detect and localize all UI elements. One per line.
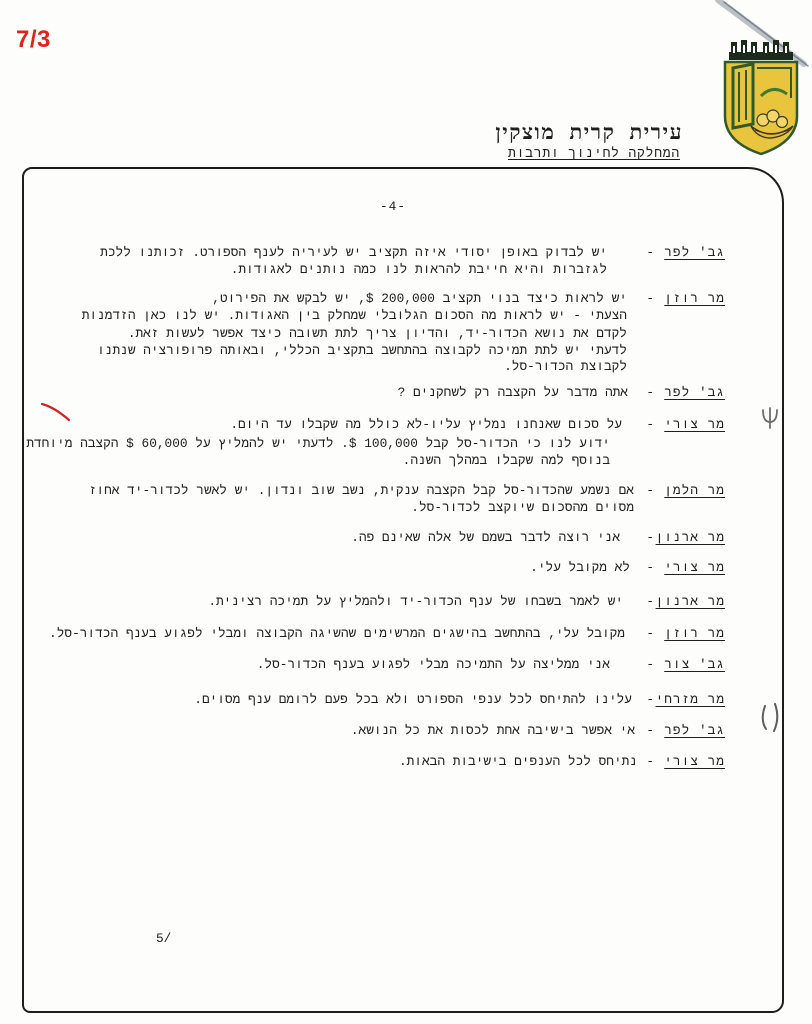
speaker-label: מר הלמן <box>664 483 725 498</box>
speaker-dash: - <box>646 723 654 738</box>
statement-line: לגזברות והיא חייבת להראות לנו כמה נותנים לאגודות. <box>230 262 607 277</box>
speaker-label: מר ארנון <box>655 594 725 609</box>
statement-line: הצעתי - יש לראות מה הסכום הגלובלי שמחלק בין האגודות. יש לנו כאן הזדמנות <box>81 308 627 323</box>
speaker-dash: - <box>646 483 654 498</box>
statement-line: אי אפשר בישיבה אחת לכסות את כל הנושא. <box>350 723 635 738</box>
minutes-entry <box>0 245 812 277</box>
archive-page-marker: 7/3 <box>16 26 51 53</box>
statement-line: אם נשמע שהכדור-סל קבל הקצבה ענקית, נשב שוב ונדון. יש לאשר לכדור-יד אחוז <box>88 483 634 498</box>
speaker-label: מר צורי <box>664 754 725 769</box>
speaker-dash: - <box>646 530 654 545</box>
statement-line: מקובל עלי, בהתחשב בהישגים המרשימים שהשיגה הקבוצה ומבלי לפגוע בענף הכדור-סל. <box>49 626 625 641</box>
statement-line: לקבוצת הכדור-סל. <box>504 359 627 374</box>
statement-line: לקדם את נושא הכדור-יד, והדיון צריך לתת תשובה כיצד אפשר לעשות זאת. <box>127 326 627 341</box>
punch-hole-mark <box>756 700 784 736</box>
speaker-label: מר מזרחי <box>655 692 725 707</box>
statement-line: על סכום שאנחנו נמליץ עליו-לא כולל מה שקבלו עד היום. <box>230 417 622 432</box>
statement-line: ידוע לנו כי הכדור-סל קבל 100,000 $. לדעתי יש להמליץ על 60,000 $ הקצבה מיוחדת <box>26 436 610 451</box>
minutes-entry <box>0 657 812 672</box>
statement-line: מסוים מהסכום שיוקצב לכדור-סל. <box>411 500 634 515</box>
red-tick-mark <box>38 398 78 426</box>
speaker-label: מר רוזן <box>664 626 725 641</box>
speaker-label: מר צורי <box>664 417 725 432</box>
city-emblem <box>721 38 801 156</box>
speaker-label: מר רוזן <box>664 291 725 306</box>
statement-line: יש לראות כיצד בנוי תקציב 200,000 $, יש לבקש את הפירוט, <box>212 291 627 306</box>
minutes-entry <box>0 560 812 575</box>
minutes-entry <box>0 483 812 515</box>
speaker-dash: - <box>646 657 654 672</box>
statement-line: עלינו להתיחס לכל ענפי הספורט ולא בכל פעם לרומם ענף מסוים. <box>194 692 632 707</box>
speaker-label: גב' לפר <box>664 245 725 260</box>
statement-line: לדעתי יש לתת תמיכה לקבוצה בהתחשב בתקציב הכללי, ובאותה פרופורציה שנתנו <box>97 343 627 358</box>
speaker-dash: - <box>646 385 654 400</box>
speaker-dash: - <box>646 560 654 575</box>
speaker-dash: - <box>646 754 654 769</box>
speaker-label: גב' לפר <box>664 385 725 400</box>
minutes-entry <box>0 385 812 400</box>
speaker-dash: - <box>646 417 654 432</box>
statement-line: יש לאמר בשבחו של ענף הכדור-יד ולהמליץ על תמיכה רצינית. <box>208 594 623 609</box>
minutes-entry <box>0 594 812 609</box>
statement-line: נתיחס לכל הענפים בישיבות הבאות. <box>398 754 637 769</box>
municipality-name: עירית קרית מוצקין <box>495 120 683 144</box>
speaker-label: מר ארנון <box>655 530 725 545</box>
page-number: -4- <box>380 199 407 214</box>
statement-line: בנוסף למה שקבלו במהלך השנה. <box>402 453 610 468</box>
speaker-dash: - <box>646 626 654 641</box>
speaker-dash: - <box>646 594 654 609</box>
speaker-label: גב' צור <box>664 657 725 672</box>
speaker-dash: - <box>646 291 654 306</box>
minutes-entry <box>0 626 812 641</box>
statement-line: לא מקובל עלי. <box>530 560 630 575</box>
speaker-label: גב' לפר <box>664 723 725 738</box>
minutes-entry <box>0 530 812 545</box>
punch-hole-mark <box>756 404 786 432</box>
statement-line: אני רוצה לדבר בשמם של אלה שאינם פה. <box>351 530 620 545</box>
continuation-marker: 5/ <box>156 931 172 946</box>
department-name: המחלקה לחינוך ותרבות <box>507 146 680 161</box>
statement-line: יש לבדוק באופן יסודי איזה תקציב יש לעיריה לענף הספורט. זכותנו ללכת <box>100 245 607 260</box>
speaker-label: מר צורי <box>664 560 725 575</box>
minutes-entry <box>0 291 812 374</box>
statement-line: אתה מדבר על הקצבה רק לשחקנים ? <box>397 385 628 400</box>
minutes-entry <box>0 723 812 738</box>
statement-line: אני ממליצה על התמיכה מבלי לפגוע בענף הכדור-סל. <box>256 657 610 672</box>
minutes-entry <box>0 417 812 468</box>
minutes-entry <box>0 754 812 769</box>
minutes-entry <box>0 692 812 707</box>
speaker-dash: - <box>646 245 654 260</box>
speaker-dash: - <box>646 692 654 707</box>
